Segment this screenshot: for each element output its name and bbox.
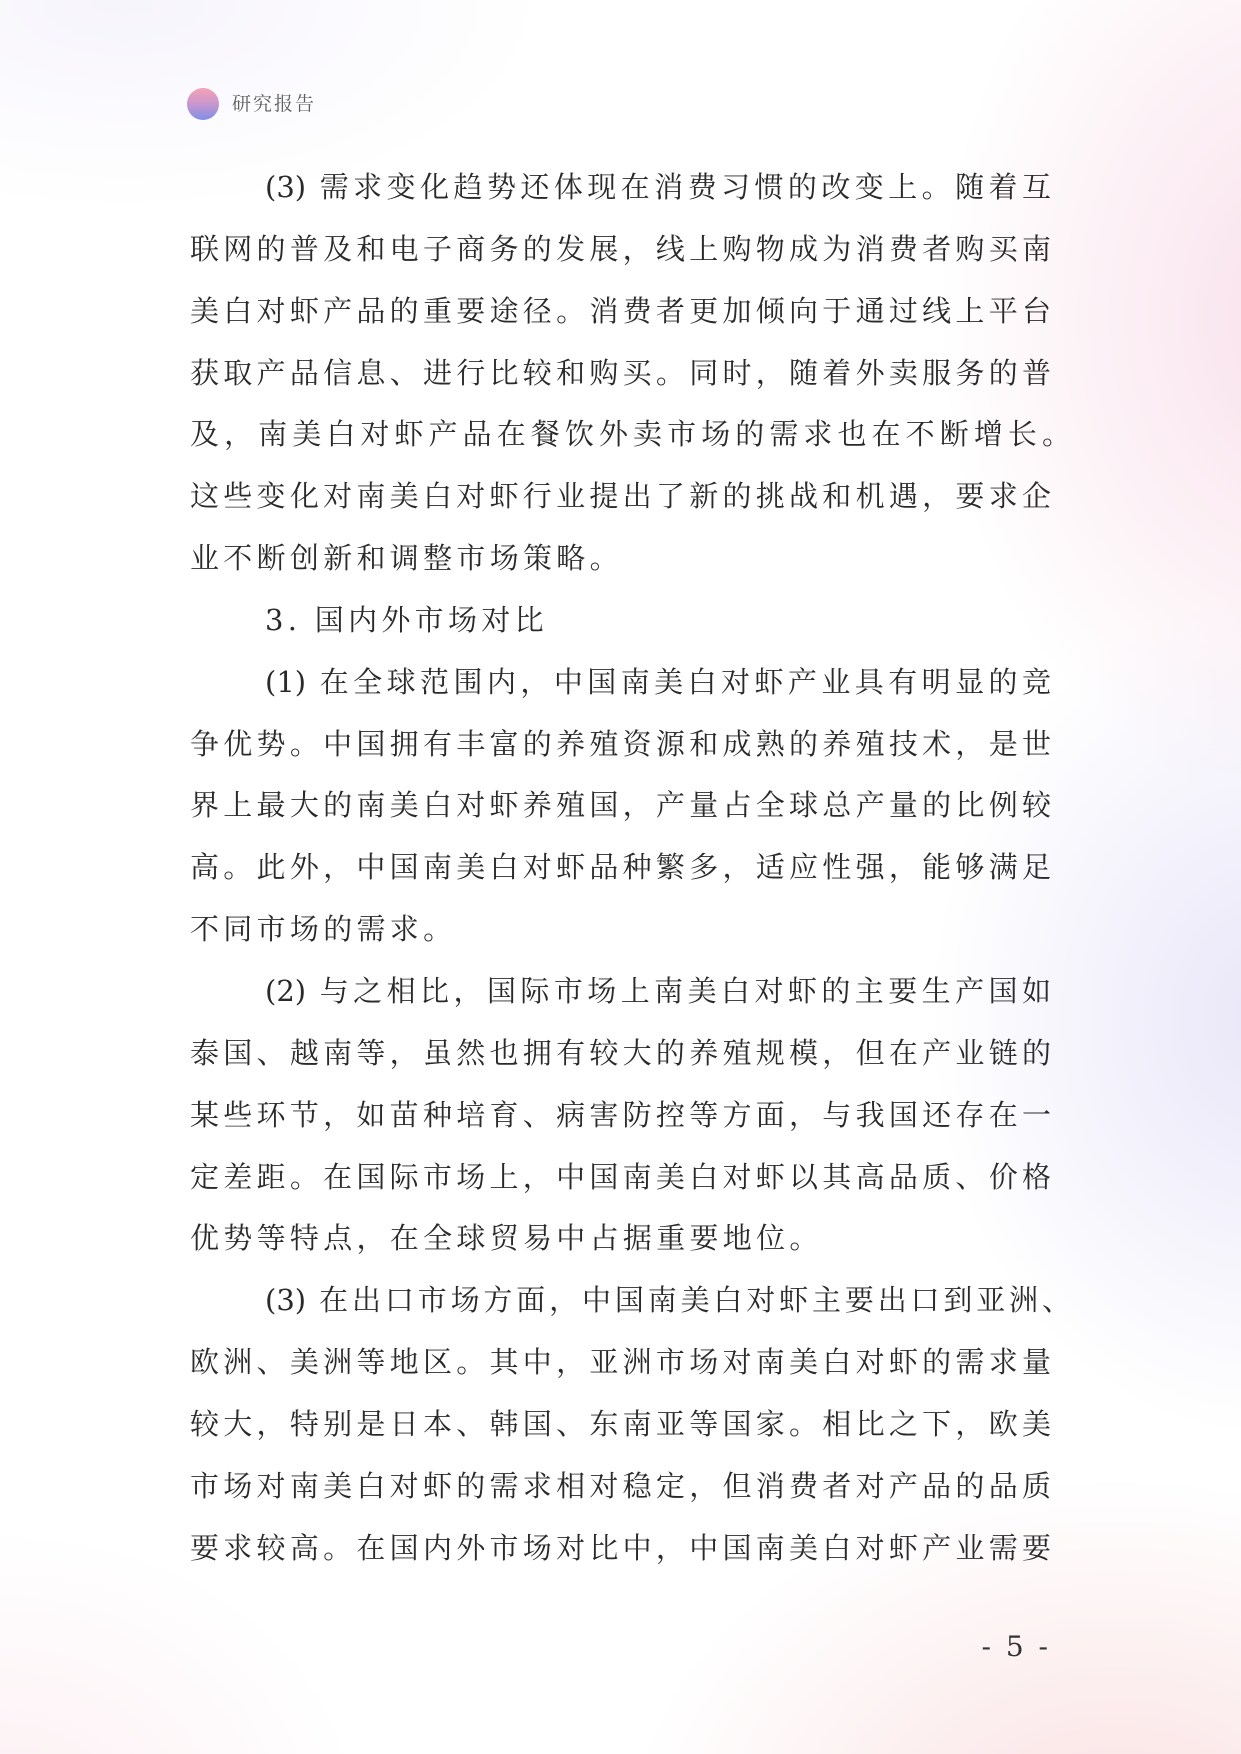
page-number: - 5 - — [981, 1630, 1051, 1663]
paragraph-line: 较大，特别是日本、韩国、东南亚等国家。相比之下，欧美 — [190, 1406, 1051, 1441]
paragraph — [190, 157, 1071, 590]
paragraph — [190, 652, 1051, 961]
paragraph-line: 这些变化对南美白对虾行业提出了新的挑战和机遇，要求企 — [190, 479, 1051, 514]
paragraph-line: 界上最大的南美白对虾养殖国，产量占全球总产量的比例较 — [190, 788, 1051, 823]
paragraph-line: (1) 在全球范围内，中国南美白对虾产业具有明显的竞 — [265, 664, 1051, 699]
paragraph-line: (2) 与之相比，国际市场上南美白对虾的主要生产国如 — [265, 973, 1051, 1008]
paragraph-line: 优势等特点，在全球贸易中占据重要地位。 — [190, 1221, 823, 1256]
paragraph-line: 及，南美白对虾产品在餐饮外卖市场的需求也在不断增长。 — [190, 417, 1071, 452]
paragraph — [190, 961, 1051, 1270]
paragraph — [190, 1270, 1071, 1579]
paragraph-line: (3) 需求变化趋势还体现在消费习惯的改变上。随着互 — [265, 170, 1051, 204]
paragraph-line: 美白对虾产品的重要途径。消费者更加倾向于通过线上平台 — [190, 293, 1051, 328]
paragraph-line: 泰国、越南等，虽然也拥有较大的养殖规模，但在产业链的 — [190, 1035, 1051, 1070]
paragraph-line: 欧洲、美洲等地区。其中，亚洲市场对南美白对虾的需求量 — [190, 1345, 1051, 1380]
paragraph-line: 高。此外，中国南美白对虾品种繁多，适应性强，能够满足 — [190, 850, 1051, 885]
paragraph-line: 某些环节，如苗种培育、病害防控等方面，与我国还存在一 — [190, 1097, 1051, 1132]
report-logo-icon — [187, 88, 219, 120]
paragraph-line: 市场对南美白对虾的需求相对稳定，但消费者对产品的品质 — [190, 1468, 1051, 1503]
section-heading — [190, 590, 1051, 652]
header-title: 研究报告 — [232, 93, 317, 115]
paragraph-line: 争优势。中国拥有丰富的养殖资源和成熟的养殖技术，是世 — [190, 726, 1051, 761]
paragraph-line: 业不断创新和调整市场策略。 — [190, 541, 623, 576]
section-heading-text: 3. 国内外市场对比 — [265, 602, 548, 637]
paragraph-line: 要求较高。在国内外市场对比中，中国南美白对虾产业需要 — [190, 1530, 1051, 1565]
paragraph-line: 联网的普及和电子商务的发展，线上购物成为消费者购买南 — [190, 231, 1051, 266]
paragraph-line: 不同市场的需求。 — [190, 912, 457, 947]
paragraph-line: 获取产品信息、进行比较和购买。同时，随着外卖服务的普 — [190, 355, 1051, 390]
paragraph-line: (3) 在出口市场方面，中国南美白对虾主要出口到亚洲、 — [265, 1283, 1071, 1318]
document-body — [190, 157, 1071, 1579]
paragraph-line: 定差距。在国际市场上，中国南美白对虾以其高品质、价格 — [190, 1159, 1051, 1194]
